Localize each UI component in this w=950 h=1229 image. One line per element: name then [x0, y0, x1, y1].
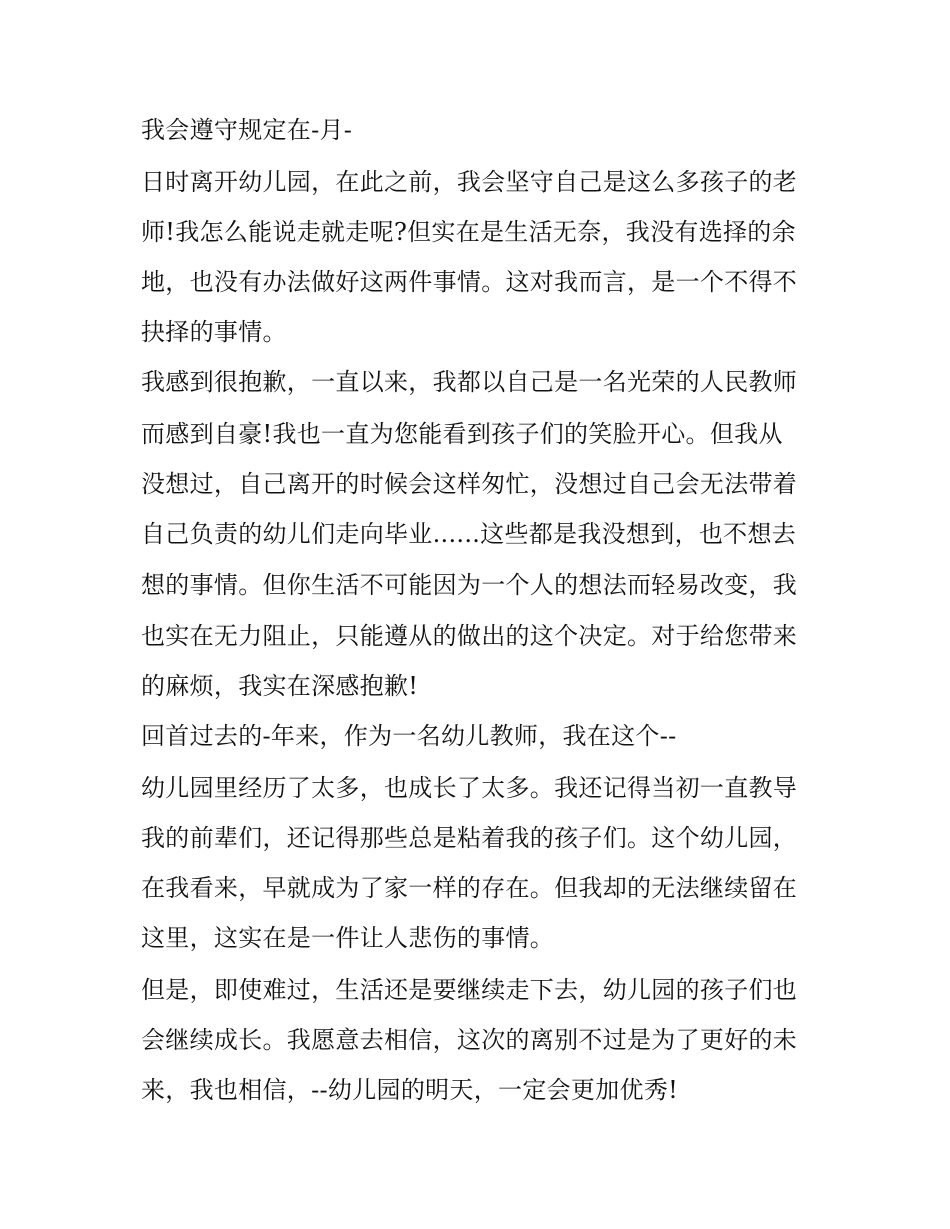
text-line: 我感到很抱歉，一直以来，我都以自己是一名光荣的人民教师	[141, 368, 798, 396]
text-line: 没想过，自己离开的时候会这样匆忙，没想过自己会无法带着	[141, 470, 798, 498]
text-line: 回首过去的-年来，作为一名幼儿教师，我在这个--	[141, 722, 677, 750]
text-line: 想的事情。但你生活不可能因为一个人的想法而轻易改变，我	[141, 571, 798, 599]
text-line: 我的前辈们，还记得那些总是粘着我的孩子们。这个幼儿园，	[141, 824, 798, 852]
text-line: 我会遵守规定在-月-	[141, 116, 353, 144]
text-line: 而感到自豪!我也一直为您能看到孩子们的笑脸开心。但我从	[141, 420, 783, 448]
text-line: 但是，即使难过，生活还是要继续走下去，幼儿园的孩子们也	[141, 976, 798, 1004]
text-line: 在我看来，早就成为了家一样的存在。但我却的无法继续留在	[141, 874, 798, 902]
text-line: 地，也没有办法做好这两件事情。这对我而言，是一个不得不	[141, 268, 798, 296]
text-line: 会继续成长。我愿意去相信，这次的离别不过是为了更好的未	[141, 1026, 798, 1054]
text-line: 抉择的事情。	[141, 318, 287, 346]
text-line: 也实在无力阻止，只能遵从的做出的这个决定。对于给您带来	[141, 622, 798, 650]
text-line: 日时离开幼儿园，在此之前，我会坚守自己是这么多孩子的老	[141, 168, 798, 196]
text-line: 幼儿园里经历了太多，也成长了太多。我还记得当初一直教导	[141, 774, 798, 802]
text-line: 这里，这实在是一件让人悲伤的事情。	[141, 924, 555, 952]
text-line: 师!我怎么能说走就走呢?但实在是生活无奈，我没有选择的余	[141, 218, 796, 246]
text-line: 来，我也相信，--幼儿园的明天，一定会更加优秀!	[141, 1076, 679, 1104]
text-line: 的麻烦，我实在深感抱歉!	[141, 672, 419, 700]
text-line: 自己负责的幼儿们走向毕业......这些都是我没想到，也不想去	[141, 520, 797, 548]
